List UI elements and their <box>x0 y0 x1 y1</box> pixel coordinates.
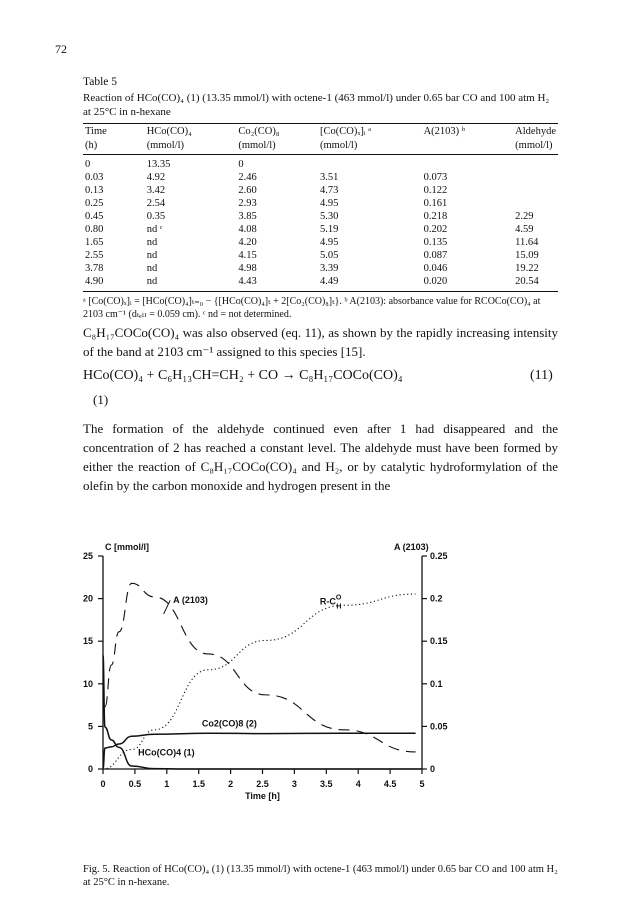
table-cell: 0.073 <box>423 172 448 183</box>
x-tick-label: 4.5 <box>383 779 397 789</box>
table-cell: 3.42 <box>146 185 166 196</box>
table-header-cell: (h) <box>83 139 145 155</box>
table-cell: 0.020 <box>422 275 514 292</box>
x-tick-label: 3 <box>291 779 297 789</box>
table-header-row <box>83 124 558 140</box>
series-line-3 <box>103 594 416 769</box>
table-cell: 4.95 <box>320 198 339 209</box>
table-cell: nd <box>146 263 158 274</box>
table-header-cell: (mmol/l) <box>513 139 558 155</box>
data-table <box>83 123 558 292</box>
table-cell: 5.19 <box>320 224 339 235</box>
table-row <box>83 223 558 236</box>
table-cell: 4.20 <box>238 237 257 248</box>
table-cell: 3.78 <box>85 263 104 274</box>
table-cell: 1.65 <box>85 237 104 248</box>
table-cell: 0.25 <box>85 198 104 209</box>
y-tick-label-left: 5 <box>87 721 93 732</box>
table-cell: nd ᶜ <box>146 224 163 235</box>
table-cell: 2.54 <box>146 198 166 209</box>
table-row <box>83 155 558 172</box>
chart-annotation <box>138 747 195 757</box>
chart-axes <box>98 556 427 774</box>
y-tick-label-left: 25 <box>82 551 93 561</box>
paragraph-1: C₈H₁₇COCo(CO)₄ was also observed (eq. 11), as shown by the rapidly increasing intensity of the band at 2103 cm⁻¹ assigned to this species [15]. <box>83 325 558 359</box>
table-header-cell: A(2103) ᵇ <box>422 124 514 140</box>
table-cell: 0.80 <box>85 224 104 235</box>
x-tick-label: 2 <box>228 779 234 789</box>
table-cell: 4.90 <box>83 275 145 292</box>
table-cell: 4.43 <box>236 275 318 292</box>
table-header-row <box>83 139 558 155</box>
x-tick-label: 5 <box>419 779 425 789</box>
table-header-cell: HCo(CO)₄ <box>145 124 237 140</box>
table-label: Table 5 <box>83 76 118 88</box>
table-row <box>83 210 558 223</box>
table-header-cell <box>422 139 514 155</box>
y-tick-label-left: 20 <box>82 593 93 604</box>
table-cell: 0.202 <box>423 224 448 235</box>
table-cell: 4.59 <box>515 224 534 235</box>
table-row <box>83 249 558 262</box>
table-cell: 11.64 <box>515 237 539 248</box>
table-cell: 4.73 <box>320 185 339 196</box>
figure-5-chart <box>0 520 625 860</box>
table-cell: 0.218 <box>423 211 448 222</box>
table-header-cell: Time <box>83 124 145 140</box>
y-tick-label-right: 0.25 <box>430 551 448 561</box>
table-cell: 2.55 <box>85 250 104 261</box>
table-cell <box>513 197 558 210</box>
annotation-text: A (2103) <box>173 594 208 605</box>
figure-caption: Fig. 5. Reaction of HCo(CO)₄ (1) (13.35 mmol/l) with octene-1 (463 mmol/l) under 0.65 bar CO and 100 atm H₂ at 25°C in n-hexane. <box>83 864 558 888</box>
table-header-cell: [Co(CO)ₓ]ᵢ ᵃ <box>318 124 422 140</box>
table-cell: 0.046 <box>423 263 448 274</box>
table-cell <box>318 155 422 172</box>
table-row <box>83 184 558 197</box>
table-cell <box>513 171 558 184</box>
y-tick-label-right: 0.05 <box>430 721 448 732</box>
table-row <box>83 171 558 184</box>
equation-11: HCo(CO)₄ + C₆H₁₃CH=CH₂ + CO → C₈H₁₇COCo(CO)₄ <box>83 368 403 383</box>
table-header-cell: Co₂(CO)₈ <box>236 124 318 140</box>
table-cell: 20.54 <box>513 275 558 292</box>
table-footnote: ᵃ [Co(CO)ₓ]ᵢ = [HCo(CO)₄]ₜ₌₀ − {[HCo(CO)₄]ₜ + 2[Co₂(CO)₈]ₜ}. ᵇ A(2103): absorbance value for RCOCo(CO)₄ at 2103 cm⁻¹ (dₜₑₗₗ = 0.059 cm). ᶜ nd = not determined. <box>83 296 541 320</box>
table-cell: 13.35 <box>146 159 171 170</box>
x-tick-label: 3.5 <box>320 779 333 789</box>
equation-compound-label: (1) <box>93 392 109 407</box>
table-cell: 0.087 <box>423 250 448 261</box>
x-tick-label: 1.5 <box>192 779 205 789</box>
table-cell: 0.35 <box>146 211 166 222</box>
table-cell <box>513 184 558 197</box>
annotation-sup: O <box>335 594 342 602</box>
table-cell: nd <box>146 250 158 261</box>
annotation-sub: H <box>336 603 342 611</box>
table-cell: 0.45 <box>85 211 104 222</box>
table-cell: 4.98 <box>238 263 257 274</box>
equation-number: (11) <box>530 368 553 383</box>
table-cell <box>513 155 558 172</box>
table-cell: 2.60 <box>238 185 257 196</box>
table-cell: 15.09 <box>515 250 539 261</box>
series-line-2 <box>105 583 416 752</box>
y-axis-title-left: C [mmol/l] <box>105 542 149 552</box>
table-row <box>83 275 558 292</box>
table-cell: 3.39 <box>320 263 339 274</box>
table-cell: 5.05 <box>320 250 339 261</box>
table-cell: 0.03 <box>85 172 104 183</box>
table-cell: 2.29 <box>515 211 534 222</box>
table-header-cell: (mmol/l) <box>318 139 422 155</box>
y-tick-label-right: 0.2 <box>430 593 443 604</box>
chart-annotation <box>320 595 342 611</box>
table-header-cell: (mmol/l) <box>145 139 237 155</box>
x-tick-label: 1 <box>164 779 170 789</box>
table-row <box>83 262 558 275</box>
table-cell: 0.161 <box>423 198 448 209</box>
chart-annotation <box>202 718 257 728</box>
x-axis-title: Time [h] <box>245 791 280 801</box>
table-cell <box>422 155 514 172</box>
table-caption: Reaction of HCo(CO)₄ (1) (13.35 mmol/l) with octene-1 (463 mmol/l) under 0.65 bar CO and 100 atm H₂ at 25°C in n-hexane <box>83 92 550 118</box>
y-axis-title-right: A (2103) <box>394 542 429 552</box>
annotation-text: Co2(CO)8 (2) <box>201 718 257 729</box>
page-number: 72 <box>55 42 67 56</box>
chart-annotation <box>173 595 208 605</box>
table-cell: 3.51 <box>320 172 339 183</box>
table-header-cell: (mmol/l) <box>236 139 318 155</box>
table-cell: 4.95 <box>320 237 339 248</box>
table-cell: 4.49 <box>318 275 422 292</box>
annotation-text: HCo(CO)4 (1) <box>138 747 195 758</box>
x-tick-label: 0 <box>100 779 106 789</box>
table-cell: 0.13 <box>85 185 104 196</box>
table-header-cell: Aldehyde <box>513 124 558 140</box>
table-cell: 0.122 <box>423 185 448 196</box>
y-tick-label-left: 15 <box>82 636 93 647</box>
y-tick-label-right: 0.15 <box>430 636 448 647</box>
table-cell: 4.92 <box>146 172 166 183</box>
table-cell: 3.85 <box>238 211 257 222</box>
table-cell: 4.08 <box>238 224 257 235</box>
y-tick-label-left: 10 <box>82 678 93 689</box>
table-cell: 5.30 <box>320 211 339 222</box>
x-tick-label: 0.5 <box>128 779 142 789</box>
table-cell: 19.22 <box>515 263 539 274</box>
table-cell: nd <box>146 237 158 248</box>
table-cell: 2.46 <box>238 172 257 183</box>
chart-series <box>103 583 422 769</box>
y-tick-label-right: 0 <box>430 764 436 774</box>
y-tick-label-right: 0.1 <box>430 678 443 689</box>
chart-labels <box>83 542 448 801</box>
table-cell: 0 <box>85 159 91 170</box>
x-tick-label: 2.5 <box>256 779 269 789</box>
table-cell: 2.93 <box>238 198 257 209</box>
y-tick-label-left: 0 <box>87 764 93 774</box>
paragraph-2: The formation of the aldehyde continued even after 1 had disappeared and the concentration of 2 has reached a constant level. The aldehyde must have been formed by either the reaction of C₈H₁₇COCo(CO)₄ and H₂, or by catalytic hydroformylation of the olefin by the carbon monoxide and hydrogen present in the <box>83 421 558 493</box>
x-tick-label: 4 <box>355 779 361 789</box>
table-cell: 0 <box>238 159 244 170</box>
table-cell: 4.15 <box>238 250 257 261</box>
table-cell: 0.135 <box>423 237 448 248</box>
table-row <box>83 197 558 210</box>
annotation-text: R-C <box>319 596 336 607</box>
table-row <box>83 236 558 249</box>
table-cell: nd <box>145 275 237 292</box>
